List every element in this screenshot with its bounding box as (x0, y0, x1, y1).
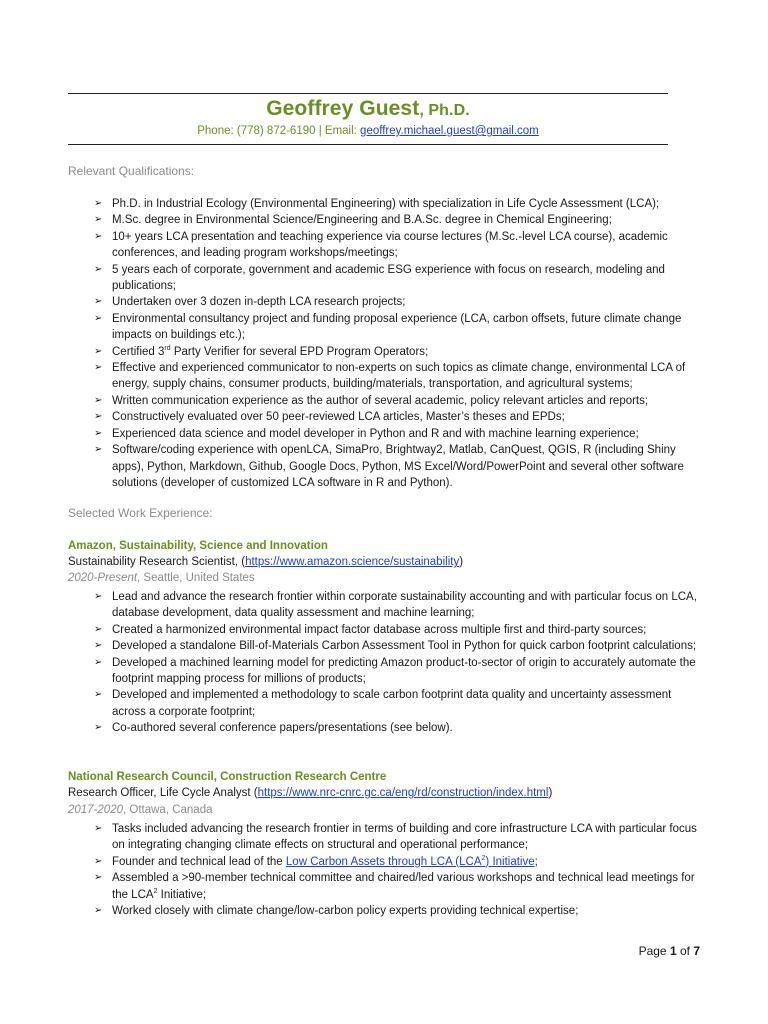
amazon-org-title: Amazon, Sustainability, Science and Innovation (68, 540, 328, 552)
arrow-bullet-icon: ➢ (94, 623, 103, 635)
list-item: ➢ Experienced data science and model developer in Python and R and with machine learning experience; (92, 426, 704, 442)
list-item: ➢ Ph.D. in Industrial Ecology (Environmental Engineering) with specialization in Life Cycle Assessment (LCA); (92, 196, 704, 212)
arrow-bullet-icon: ➢ (94, 872, 103, 884)
list-item: ➢ 5 years each of corporate, government and academic ESG experience with focus on research, modeling and publications; (94, 263, 665, 293)
arrow-bullet-icon: ➢ (94, 362, 103, 374)
list-item: ➢ Tasks included advancing the research frontier in terms of building and core infrastructure LCA with particular focus on integrating changing climate effects on structural and operational performance; (94, 823, 697, 852)
arrow-bullet-icon: ➢ (94, 640, 103, 652)
email-link[interactable]: geoffrey.michael.guest@gmail.com (360, 125, 539, 137)
qualifications-list (92, 196, 704, 491)
work-experience-title: Selected Work Experience: (68, 506, 213, 520)
arrow-bullet-icon: ➢ (94, 427, 103, 439)
list-item: ➢ Environmental consultancy project and funding proposal experience (LCA, carbon offsets, future climate change impacts on buildings etc.); (94, 312, 682, 342)
page-number: Page 1 of 7 (638, 944, 700, 958)
list-item: ➢ Founder and technical lead of the Low Carbon Assets through LCA (LCA$^2$) Initiative; (92, 854, 704, 870)
arrow-bullet-icon: ➢ (94, 656, 103, 668)
arrow-bullet-icon: ➢ (94, 230, 103, 242)
nrc-role: Research Officer, Life Cycle Analyst (https://www.nrc-cnrc.gc.ca/eng/rd/construction/index.html) (68, 787, 553, 799)
arrow-bullet-icon: ➢ (94, 689, 103, 701)
list-item: ➢ Assembled a >90-member technical committee and chaired/led various workshops and technical lead meetings for the LCA$^2$ Initiative; (94, 872, 695, 901)
nrc-period: 2017-2020, Ottawa, Canada (68, 804, 213, 816)
list-item: ➢ Lead and advance the research frontier within corporate sustainability accounting and with particular focus on LCA, database development, data quality assessment and machine learning; (94, 591, 697, 620)
arrow-bullet-icon: ➢ (94, 444, 103, 456)
arrow-bullet-icon: ➢ (94, 855, 103, 867)
list-item: ➢ Co-authored several conference papers/presentations (see below). (92, 720, 704, 736)
list-item: ➢ Effective and experienced communicator to non-experts on such topics as climate change, environmental LCA of energy, supply chains, consumer products, building/materials, transportation, and agricultural systems; (94, 362, 686, 391)
arrow-bullet-icon: ➢ (94, 411, 103, 423)
amazon-role: Sustainability Research Scientist, (https://www.amazon.science/sustainability) (68, 556, 464, 568)
list-item: ➢ Software/coding experience with openLCA, SimaPro, Brightway2, Matlab, CanQuest, QGIS, R (including Shiny apps), Python, Markdown, Github, Google Docs, Python, MS Excel/Word/PowerPoint and several other software solutions (developer of customized LCA software in R and Python). (94, 444, 684, 489)
list-item: ➢ M.Sc. degree in Environmental Science/Engineering and B.A.Sc. degree in Chemical Engineering; (92, 212, 704, 228)
applicant-name: Geoffrey Guest, Ph.D. (266, 97, 470, 120)
header-bottom-rule (68, 144, 668, 145)
list-item: ➢ Written communication experience as the author of several academic, policy relevant articles and reports; (92, 393, 704, 409)
top-rule (68, 93, 668, 94)
arrow-bullet-icon: ➢ (94, 591, 103, 602)
list-item: ➢ Created a harmonized environmental impact factor database across multiple first and third-party sources; (92, 622, 704, 638)
degree-suffix: , Ph.D. (419, 102, 470, 119)
arrow-bullet-icon: ➢ (94, 312, 103, 324)
list-item: ➢ 10+ years LCA presentation and teaching experience via course lectures (M.Sc.-level LCA course), academic conferences, and leading program workshops/meetings; (94, 230, 668, 260)
nrc-url-link[interactable]: https://www.nrc-cnrc.gc.ca/eng/rd/construction/index.html (257, 787, 549, 799)
lca2-initiative-link[interactable]: Low Carbon Assets through LCA (LCA$^2$) Initiative (285, 854, 535, 868)
list-item: ➢ Developed a standalone Bill-of-Materials Carbon Assessment Tool in Python for quick carbon footprint calculations; (92, 638, 704, 654)
nrc-duties-list (92, 821, 704, 919)
contact-line: Phone: (778) 872-6190 | Email: geoffrey.michael.guest@gmail.com (197, 125, 539, 137)
arrow-bullet-icon: ➢ (94, 296, 103, 308)
list-item: ➢ Worked closely with climate change/low-carbon policy experts providing technical expertise; (92, 903, 704, 919)
arrow-bullet-icon: ➢ (94, 905, 103, 917)
amazon-url-link[interactable]: https://www.amazon.science/sustainability (245, 556, 460, 568)
amazon-period: 2020-Present, Seattle, United States (68, 572, 255, 584)
list-item: ➢ Constructively evaluated over 50 peer-reviewed LCA articles, Master’s theses and EPDs; (92, 409, 704, 425)
nrc-org-title: National Research Council, Construction Research Centre (68, 771, 387, 783)
qualifications-title: Relevant Qualifications: (68, 164, 195, 178)
list-item: ➢ Undertaken over 3 dozen in-depth LCA research projects; (92, 294, 704, 310)
arrow-bullet-icon: ➢ (94, 394, 103, 406)
arrow-bullet-icon: ➢ (94, 263, 103, 275)
arrow-bullet-icon: ➢ (94, 198, 103, 209)
arrow-bullet-icon: ➢ (94, 214, 103, 226)
list-item: ➢ Developed a machined learning model for predicting Amazon product-to-sector of origin to accurately automate the footprint mapping process for millions of products; (94, 656, 696, 686)
arrow-bullet-icon: ➢ (94, 722, 103, 734)
list-item: ➢ Developed and implemented a methodology to scale carbon footprint data quality and uncertainty assessment across a corporate footprint; (94, 689, 672, 718)
amazon-duties-list (92, 589, 704, 737)
list-item: ➢ Certified 3rd Party Verifier for several EPD Program Operators; (92, 344, 704, 360)
arrow-bullet-icon: ➢ (94, 823, 103, 834)
arrow-bullet-icon: ➢ (94, 345, 103, 357)
resume-header (68, 97, 668, 137)
